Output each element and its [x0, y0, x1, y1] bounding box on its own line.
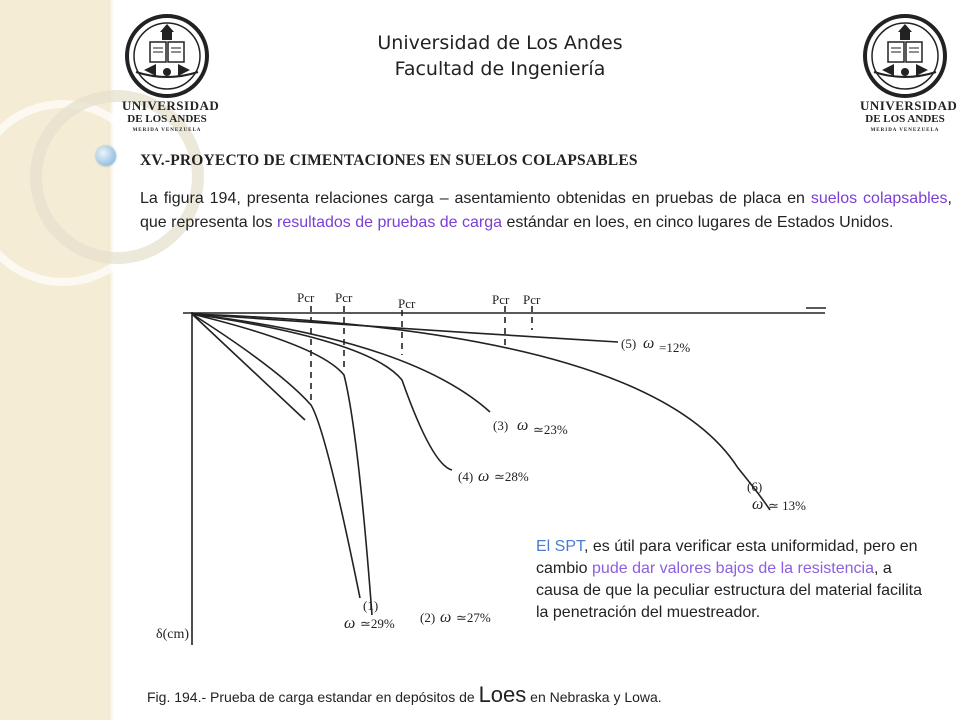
- spt-note: [536, 536, 936, 624]
- university-logo-left: [122, 12, 220, 138]
- curve-5-number: (5): [621, 336, 637, 351]
- logo-text-line3: MERIDA VENEZUELA: [870, 128, 940, 133]
- figure-caption: [147, 682, 662, 708]
- curve-5-value: =12%: [659, 340, 691, 355]
- curve-1: [192, 314, 360, 598]
- logo-text-line1: UNIVERSIDAD: [122, 98, 220, 113]
- caption-loes: Loes: [478, 682, 527, 707]
- note-highlight-spt[interactable]: El SPT: [536, 538, 585, 555]
- caption-text-1: Fig. 194.- Prueba de carga estandar en depósitos de: [147, 689, 479, 705]
- curve-1-value: ≃29%: [360, 616, 395, 631]
- section-title: XV.-PROYECTO DE CIMENTACIONES EN SUELOS COLAPSABLES: [140, 152, 638, 169]
- curve-6-omega: ω: [752, 496, 764, 513]
- curve-2: [192, 314, 372, 615]
- pcr-label-3: Pcr: [398, 296, 416, 311]
- header-faculty: Facultad de Ingeniería: [394, 58, 606, 80]
- intro-paragraph: [140, 187, 952, 234]
- curve-2-value: ≃27%: [456, 610, 491, 625]
- logo-text-line2: DE LOS ANDES: [865, 113, 945, 125]
- pcr-label-2: Pcr: [335, 290, 353, 305]
- header-university: Universidad de Los Andes: [377, 32, 623, 54]
- curve-5: [192, 314, 618, 342]
- intro-text-2: , que representa los: [140, 190, 952, 231]
- logo-text-line2: DE LOS ANDES: [127, 113, 207, 125]
- curve-2-number: (2): [420, 610, 436, 625]
- page-header: [300, 30, 700, 82]
- intro-link-resultados[interactable]: resultados de pruebas de carga: [276, 213, 503, 231]
- university-seal-icon: [860, 12, 950, 98]
- yaxis-label: δ(cm): [156, 627, 190, 642]
- intro-text-3: estándar en loes, en cinco lugares de Estados Unidos.: [502, 213, 894, 231]
- intro-text-1: La figura 194, presenta relaciones carga – asentamiento obtenidas en pruebas de placa en: [140, 190, 811, 207]
- caption-text-2: en Nebraska y Lowa.: [526, 689, 662, 705]
- curve-4-omega: ω: [478, 468, 490, 485]
- note-text-1: , es útil para verificar esta uniformidad, pero en cambio: [536, 538, 918, 577]
- curve-1-number: (1): [363, 598, 379, 613]
- curve-3-number: (3): [493, 418, 509, 433]
- pcr-label-1: Pcr: [297, 290, 315, 305]
- logo-text-line3: MERIDA VENEZUELA: [132, 128, 202, 133]
- curve-6-number: (6): [747, 479, 763, 494]
- intro-link-suelos-colapsables[interactable]: suelos colapsables: [810, 190, 948, 207]
- university-logo-right: [860, 12, 958, 138]
- curve-3-value: ≃23%: [533, 422, 568, 437]
- university-seal-icon: [122, 12, 212, 98]
- curve-4-number: (4): [458, 469, 474, 484]
- curve-3: [192, 314, 490, 412]
- curve-4: [192, 314, 452, 470]
- note-text-2: , a causa de que la peculiar estructura del material facilita la penetración del muestreador.: [536, 560, 922, 621]
- curve-4-value: ≃28%: [494, 469, 529, 484]
- bullet-dot-icon: [96, 146, 116, 166]
- curve-3-omega: ω: [517, 417, 529, 434]
- note-highlight-resistance[interactable]: pude dar valores bajos de la resistencia: [592, 560, 874, 577]
- curve-5-omega: ω: [643, 335, 655, 352]
- logo-text-line1: UNIVERSIDAD: [860, 98, 958, 113]
- curve-2-omega: ω: [440, 609, 452, 626]
- curve-1-omega: ω: [344, 615, 356, 632]
- curve-6-value: ≃ 13%: [768, 498, 806, 513]
- pcr-label-4: Pcr: [492, 292, 510, 307]
- pcr-label-5: Pcr: [523, 292, 541, 307]
